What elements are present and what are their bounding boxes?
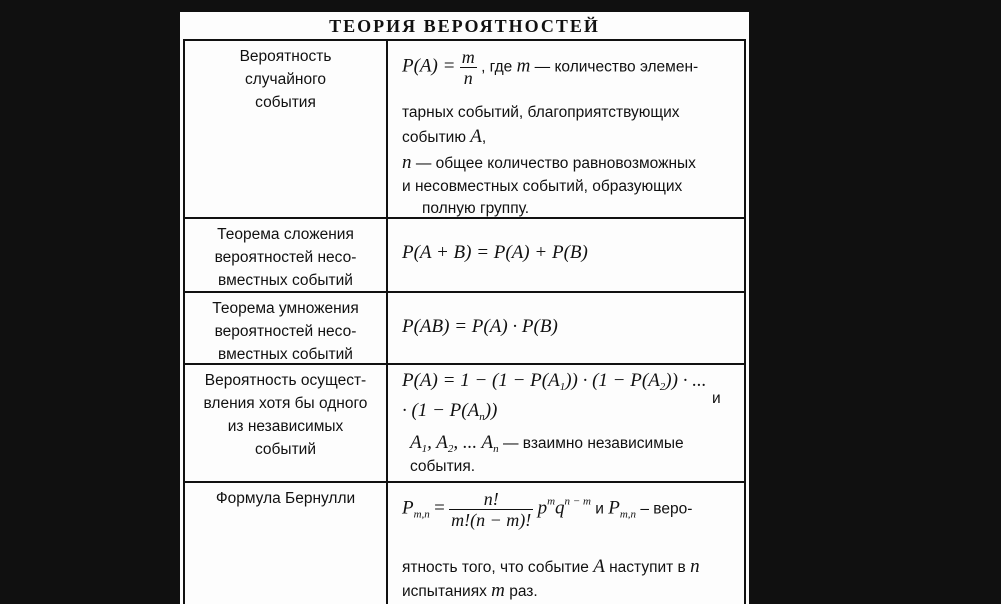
text: ятность того, что событие — [402, 559, 589, 576]
formula-table — [183, 39, 746, 604]
text: и — [595, 500, 604, 518]
formula-var: A — [593, 556, 605, 577]
label-line: вления хотя бы одного — [203, 395, 368, 412]
subscript: m,n — [619, 508, 637, 521]
formula-var: n — [690, 556, 700, 577]
row-label — [185, 365, 388, 481]
formula-var: m — [491, 580, 505, 601]
table-row-bernoulli — [185, 483, 744, 604]
formula-var: , ... A — [453, 432, 494, 453]
row-label — [185, 293, 388, 363]
row-formula — [388, 293, 744, 363]
label-line: Формула Бернулли — [215, 490, 356, 507]
table-row-addition — [185, 219, 744, 293]
subscript: 2 — [659, 381, 666, 393]
table-row-at-least-one — [185, 365, 744, 483]
text: событию — [402, 129, 466, 146]
formula-part: )) — [484, 400, 498, 421]
subscript: n — [493, 443, 499, 455]
formula-var: q — [555, 497, 565, 519]
formula-lhs: P(A) = — [402, 55, 456, 77]
superscript: n − m — [564, 495, 591, 508]
formula-line — [402, 399, 497, 429]
text: испытаниях — [402, 583, 487, 600]
page-title: ТЕОРИЯ ВЕРОЯТНОСТЕЙ — [329, 16, 600, 36]
row-formula — [388, 483, 744, 604]
fraction — [449, 489, 533, 530]
formula-part: )) · ... — [665, 370, 707, 391]
row-label — [185, 41, 388, 217]
text-line: тарных событий, благоприятствующих — [402, 104, 680, 121]
label-line: из независимых — [227, 418, 344, 435]
formula-var: A — [410, 432, 422, 453]
table-row-multiplication — [185, 293, 744, 365]
formula-text: , где — [481, 58, 513, 76]
formula-var: p — [537, 497, 548, 519]
label-line: событий — [255, 441, 316, 458]
label-line: вместных событий — [218, 346, 353, 363]
subscript: 1 — [559, 381, 566, 393]
formula-sheet — [180, 12, 749, 604]
fraction-numerator: n! — [483, 489, 499, 509]
label-line: вместных событий — [218, 272, 353, 289]
label-line: события — [255, 94, 316, 111]
superscript: m — [547, 495, 556, 508]
formula-var: P — [608, 497, 620, 519]
label-line: вероятностей несо- — [214, 249, 357, 266]
text-line — [402, 125, 486, 150]
formula-var: n — [402, 152, 412, 173]
text-line: события. — [410, 458, 476, 475]
subscript: 2 — [447, 443, 454, 455]
label-line: Вероятность осущест- — [204, 372, 367, 389]
subscript: n — [479, 411, 485, 423]
text: , — [481, 129, 487, 146]
text-line: полную группу. — [422, 200, 530, 217]
formula-var: P — [402, 497, 414, 519]
subscript: 1 — [421, 443, 428, 455]
formula-line — [402, 489, 692, 530]
formula-part: · (1 − P(A — [402, 400, 480, 421]
label-line: Вероятность — [239, 48, 332, 65]
row-label — [185, 219, 388, 291]
text: — общее количество равновозможных — [415, 155, 696, 172]
text-line — [402, 151, 696, 176]
fraction — [460, 47, 477, 88]
row-formula — [388, 219, 744, 291]
formula-text: — количество элемен- — [534, 58, 699, 76]
fraction-denominator: n — [460, 67, 477, 88]
formula-part: )) · (1 − P(A — [565, 370, 660, 391]
formula-line: P(A + B) = P(A) + P(B) — [402, 242, 588, 263]
label-line: Теорема сложения — [217, 226, 354, 243]
row-formula — [388, 41, 744, 217]
text: – веро- — [640, 500, 693, 518]
text: и — [712, 390, 721, 407]
text-line — [402, 555, 700, 580]
label-line: случайного — [244, 71, 326, 88]
formula-var: m — [516, 55, 531, 77]
row-label — [185, 483, 388, 604]
formula-line — [402, 369, 706, 399]
text-line: и несовместных событий, образующих — [402, 178, 683, 195]
text: раз. — [509, 583, 538, 600]
fraction-numerator: m — [461, 47, 475, 67]
formula-var: A — [470, 126, 482, 147]
formula-part: = — [434, 497, 445, 519]
row-formula — [388, 365, 744, 481]
text: — взаимно независимые — [502, 435, 684, 452]
fraction-denominator: m!(n − m)! — [451, 510, 532, 530]
formula-var: , A — [427, 432, 448, 453]
label-line: Теорема умножения — [212, 300, 359, 317]
text: наступит в — [609, 559, 686, 576]
table-row-probability — [185, 41, 744, 219]
formula-line — [402, 47, 698, 88]
formula-part: P(A) = 1 − (1 − P(A — [402, 370, 560, 391]
label-line: вероятностей несо- — [214, 323, 357, 340]
formula-line: P(AB) = P(A) · P(B) — [402, 316, 558, 337]
text-line — [402, 579, 538, 604]
subscript: m,n — [413, 508, 430, 521]
